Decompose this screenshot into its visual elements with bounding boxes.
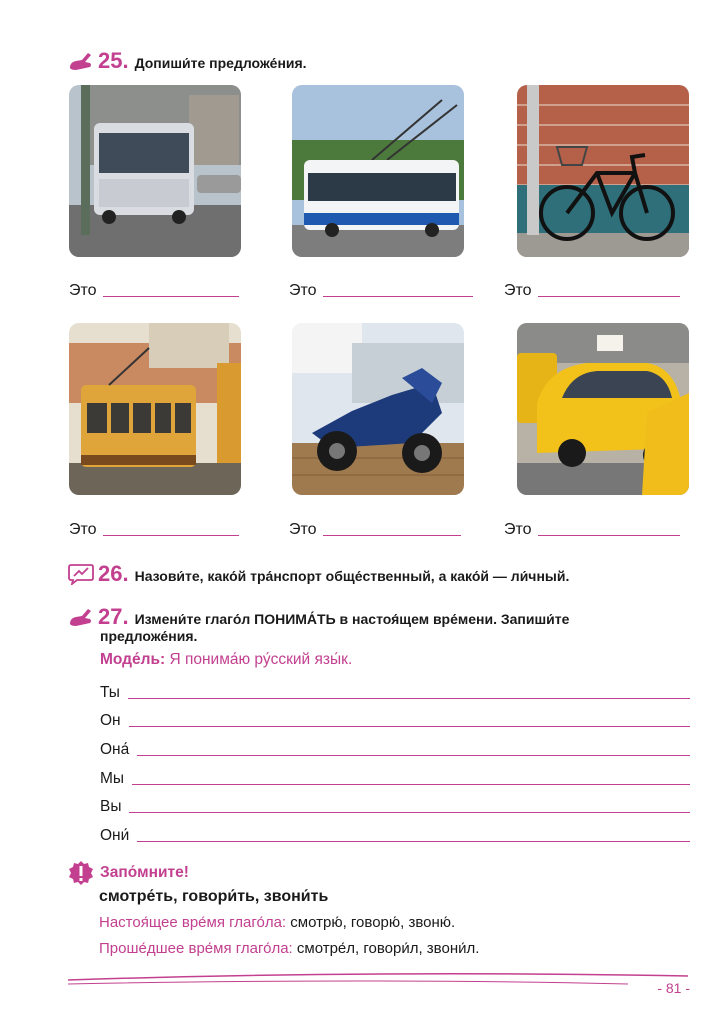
eto-label: Это xyxy=(69,521,97,538)
answer-line[interactable] xyxy=(132,784,690,785)
writing-hand-icon xyxy=(68,50,94,72)
bus-photo xyxy=(69,85,241,257)
tram-photo xyxy=(69,323,241,495)
pronoun: Она́ xyxy=(100,741,130,758)
page-number: - 81 - xyxy=(657,980,690,996)
remember-heading xyxy=(68,860,189,886)
pronoun: Ты xyxy=(100,684,120,701)
present-forms: смотрю́, говорю́, звоню́. xyxy=(290,914,456,931)
answer-line[interactable] xyxy=(137,841,690,842)
exercise-instruction: Измени́те глаго́л ПОНИМА́ТЬ в настоя́щем вре́мени. Запиши́те xyxy=(134,611,570,627)
eto-label: Это xyxy=(289,282,317,299)
motorcycle-photo xyxy=(292,323,464,495)
pronoun: Он xyxy=(100,712,121,729)
exercise-number: 27. xyxy=(98,604,129,629)
answer-line[interactable] xyxy=(103,296,239,297)
eto-label: Это xyxy=(69,282,97,299)
present-tense-line xyxy=(99,914,455,931)
trolleybus-photo xyxy=(292,85,464,257)
answer-row xyxy=(69,282,239,300)
answer-line[interactable] xyxy=(137,755,690,756)
answer-row xyxy=(289,282,473,300)
answer-line[interactable] xyxy=(538,296,680,297)
answer-row xyxy=(69,521,239,539)
exercise-number: 25. xyxy=(98,48,129,73)
past-label: Проше́дшее вре́мя глаго́ла: xyxy=(99,940,293,957)
model-text: Я понима́ю ру́сский язы́к. xyxy=(169,651,353,668)
model-label: Моде́ль: xyxy=(100,651,166,668)
answer-line[interactable] xyxy=(129,726,690,727)
conjugation-row xyxy=(100,678,690,702)
remember-verbs: смотре́ть, говори́ть, звони́ть xyxy=(99,888,329,905)
eto-label: Это xyxy=(504,521,532,538)
exercise-instruction: Допиши́те предложе́ния. xyxy=(134,55,307,71)
past-tense-line xyxy=(99,940,479,957)
present-label: Настоя́щее вре́мя глаго́ла: xyxy=(99,914,287,931)
model-sentence xyxy=(100,651,352,669)
eto-label: Это xyxy=(289,521,317,538)
eto-label: Это xyxy=(504,282,532,299)
conjugation-row xyxy=(100,821,690,845)
conjugation-row xyxy=(100,792,690,816)
answer-line[interactable] xyxy=(538,535,680,536)
answer-line[interactable] xyxy=(128,698,690,699)
exercise-26-heading xyxy=(68,563,569,585)
past-forms: смотре́л, говори́л, звони́л. xyxy=(296,940,480,957)
conjugation-row xyxy=(100,764,690,788)
answer-row xyxy=(289,521,461,539)
pronoun: Вы xyxy=(100,798,122,815)
answer-line[interactable] xyxy=(323,535,461,536)
conjugation-row xyxy=(100,706,690,730)
answer-line[interactable] xyxy=(323,296,473,297)
answer-line[interactable] xyxy=(103,535,239,536)
answer-line[interactable] xyxy=(129,812,690,813)
exercise-25-heading xyxy=(68,50,307,72)
conjugation-row xyxy=(100,735,690,759)
footer-decorative-lines xyxy=(68,968,690,988)
exercise-27-heading xyxy=(68,606,569,628)
speech-bubble-icon xyxy=(68,563,94,585)
pronoun: Мы xyxy=(100,770,125,787)
pronoun: Они́ xyxy=(100,827,130,844)
exercise-number: 26. xyxy=(98,561,129,586)
remember-title: Запо́мните! xyxy=(100,864,189,881)
answer-row xyxy=(504,521,680,539)
answer-row xyxy=(504,282,680,300)
writing-hand-icon xyxy=(68,606,94,628)
exclamation-badge-icon xyxy=(68,860,94,886)
exercise-instruction: Назови́те, како́й тра́нспорт обще́ственный, а како́й — ли́чный. xyxy=(134,568,570,584)
bicycle-photo xyxy=(517,85,689,257)
exercise-instruction-continued: предложе́ния. xyxy=(100,628,198,644)
taxi-photo xyxy=(517,323,689,495)
